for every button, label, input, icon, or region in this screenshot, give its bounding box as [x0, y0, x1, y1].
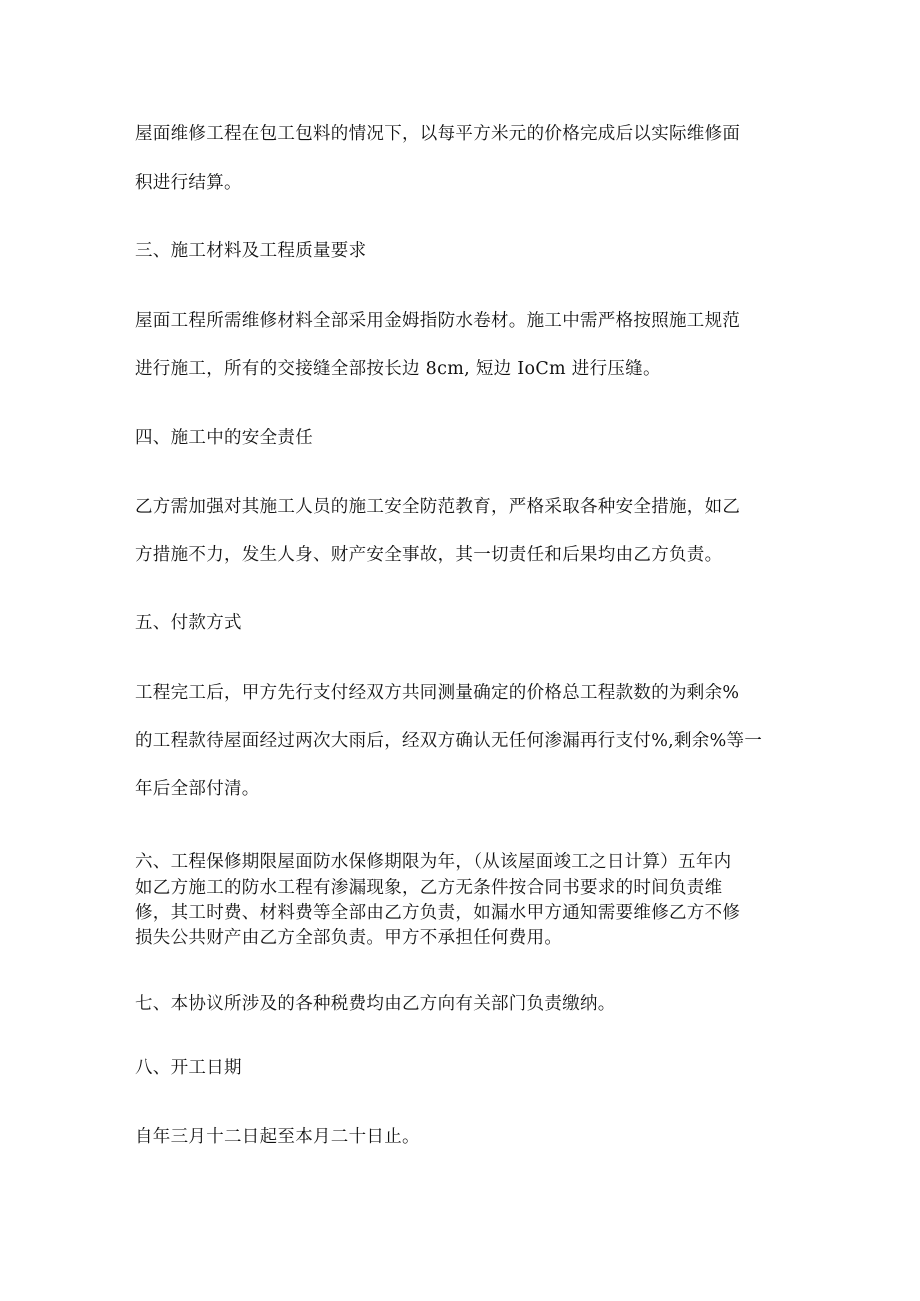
section-heading-start-date: 八、开工日期	[135, 1058, 242, 1078]
paragraph-warranty-line-2: 如乙方施工的防水工程有渗漏现象，乙方无条件按合同书要求的时间负责维	[135, 878, 723, 898]
paragraph-warranty-line-3: 修，其工时费、材料费等全部由乙方负责，如漏水甲方通知需要维修乙方不修	[135, 903, 741, 923]
paragraph-payment-line-1: 工程完工后，甲方先行支付经双方共同测量确定的价格总工程款数的为剩余%	[135, 683, 740, 703]
paragraph-pricing-line-1: 屋面维修工程在包工包料的情况下，以每平方米元的价格完成后以实际维修面	[135, 124, 741, 144]
section-heading-safety: 四、施工中的安全责任	[135, 428, 313, 448]
paragraph-safety-line-2: 方措施不力，发生人身、财产安全事故，其一切责任和后果均由乙方负责。	[135, 545, 723, 565]
paragraph-materials-line-2: 进行施工，所有的交接缝全部按长边 8cm, 短边 IoCm 进行压缝。	[135, 359, 661, 379]
paragraph-materials-line-1: 屋面工程所需维修材料全部采用金姆指防水卷材。施工中需严格按照施工规范	[135, 311, 741, 331]
paragraph-pricing-line-2: 积进行结算。	[135, 173, 242, 193]
section-heading-materials: 三、施工材料及工程质量要求	[135, 241, 367, 261]
paragraph-payment-line-3: 年后全部付清。	[135, 779, 260, 799]
paragraph-warranty-line-1: 六、工程保修期限屋面防水保修期限为年，（从该屋面竣工之日计算）五年内	[135, 852, 732, 872]
paragraph-safety-line-1: 乙方需加强对其施工人员的施工安全防范教育，严格采取各种安全措施，如乙	[135, 497, 741, 517]
paragraph-taxes: 七、本协议所涉及的各种税费均由乙方向有关部门负责缴纳。	[135, 994, 616, 1014]
section-heading-payment: 五、付款方式	[135, 613, 242, 633]
paragraph-warranty-line-4: 损失公共财产由乙方全部负责。甲方不承担任何费用。	[135, 928, 563, 948]
paragraph-payment-line-2: 的工程款待屋面经过两次大雨后，经双方确认无任何渗漏再行支付%,剩余%等一	[135, 731, 763, 751]
paragraph-start-date: 自年三月十二日起至本月二十日止。	[135, 1127, 420, 1147]
